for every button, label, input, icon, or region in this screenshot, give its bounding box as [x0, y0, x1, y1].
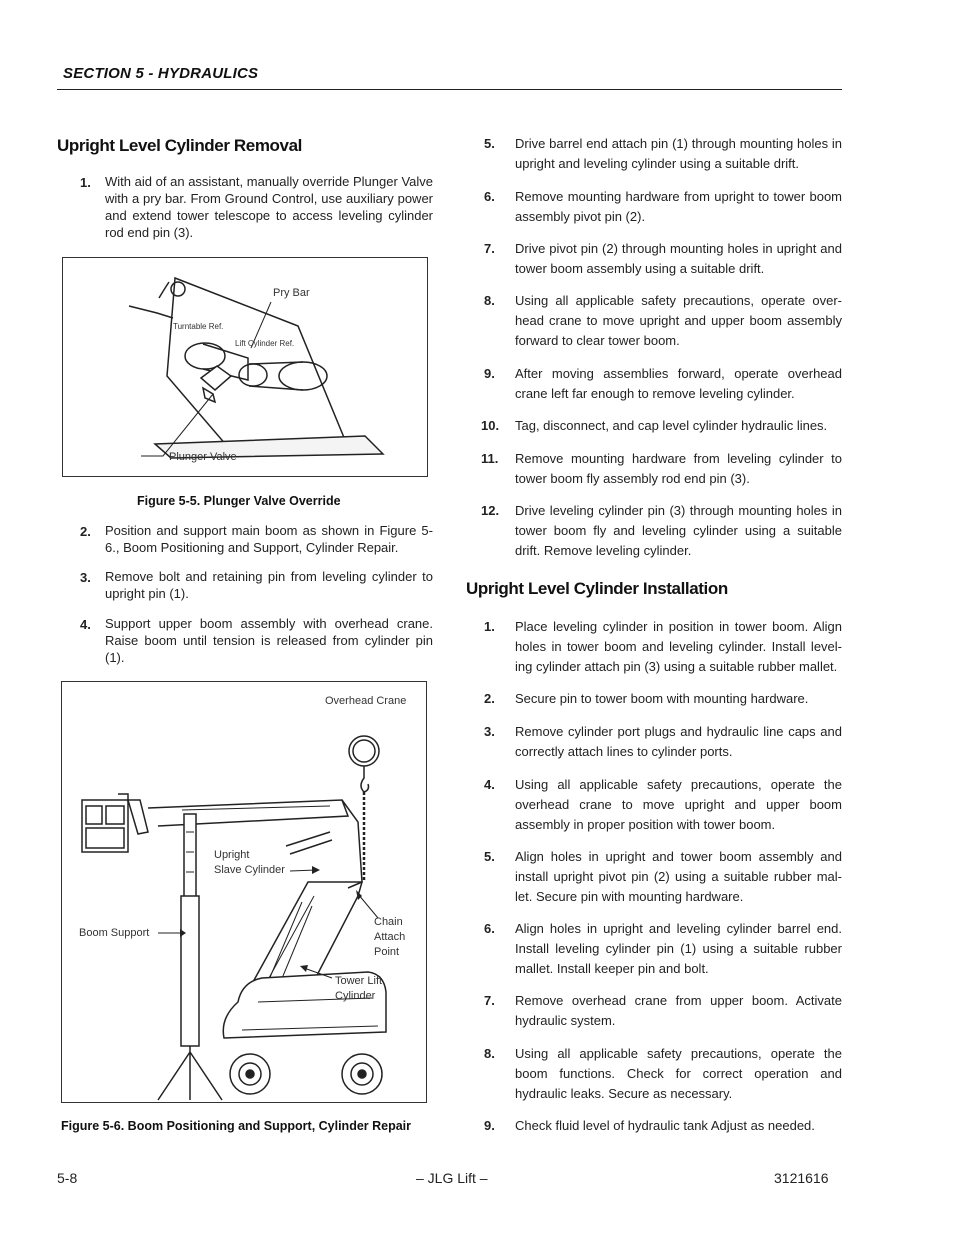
header-rule	[57, 89, 842, 90]
cylinder-label: Cylinder	[335, 990, 376, 1002]
pry-bar-label: Pry Bar	[273, 287, 310, 299]
plunger-valve-figure	[62, 257, 428, 477]
figure-5-6-caption: Figure 5-6. Boom Positioning and Support, Cylinder Repair	[61, 1119, 412, 1133]
point-label: Point	[374, 946, 400, 958]
section-header: SECTION 5 - HYDRAULICS	[63, 65, 259, 82]
page-number: 5-8	[57, 1170, 78, 1186]
attach-label: Attach	[374, 931, 406, 943]
plunger-valve-label: Plunger Valve	[169, 451, 237, 463]
boom-support-illustration	[62, 682, 426, 1102]
chain-label: Chain	[374, 916, 403, 928]
removal-heading: Upright Level Cylinder Removal	[57, 136, 302, 155]
installation-heading: Upright Level Cylinder Installation	[466, 579, 728, 598]
document-number: 3121616	[774, 1170, 829, 1186]
footer-brand: – JLG Lift –	[416, 1170, 488, 1186]
boom-support-figure	[61, 681, 427, 1103]
plunger-valve-illustration	[63, 258, 427, 476]
turntable-ref-label: Turntable Ref.	[173, 322, 224, 331]
slave-cylinder-label: Slave Cylinder	[214, 864, 285, 876]
lift-cylinder-ref-label: Lift Cylinder Ref.	[235, 339, 295, 348]
upright-label: Upright	[214, 849, 250, 861]
overhead-crane-label: Overhead Crane	[325, 695, 407, 707]
boom-support-label: Boom Support	[79, 927, 150, 939]
tower-lift-label: Tower Lift	[335, 975, 383, 987]
figure-5-5-caption: Figure 5-5. Plunger Valve Override	[137, 494, 341, 508]
